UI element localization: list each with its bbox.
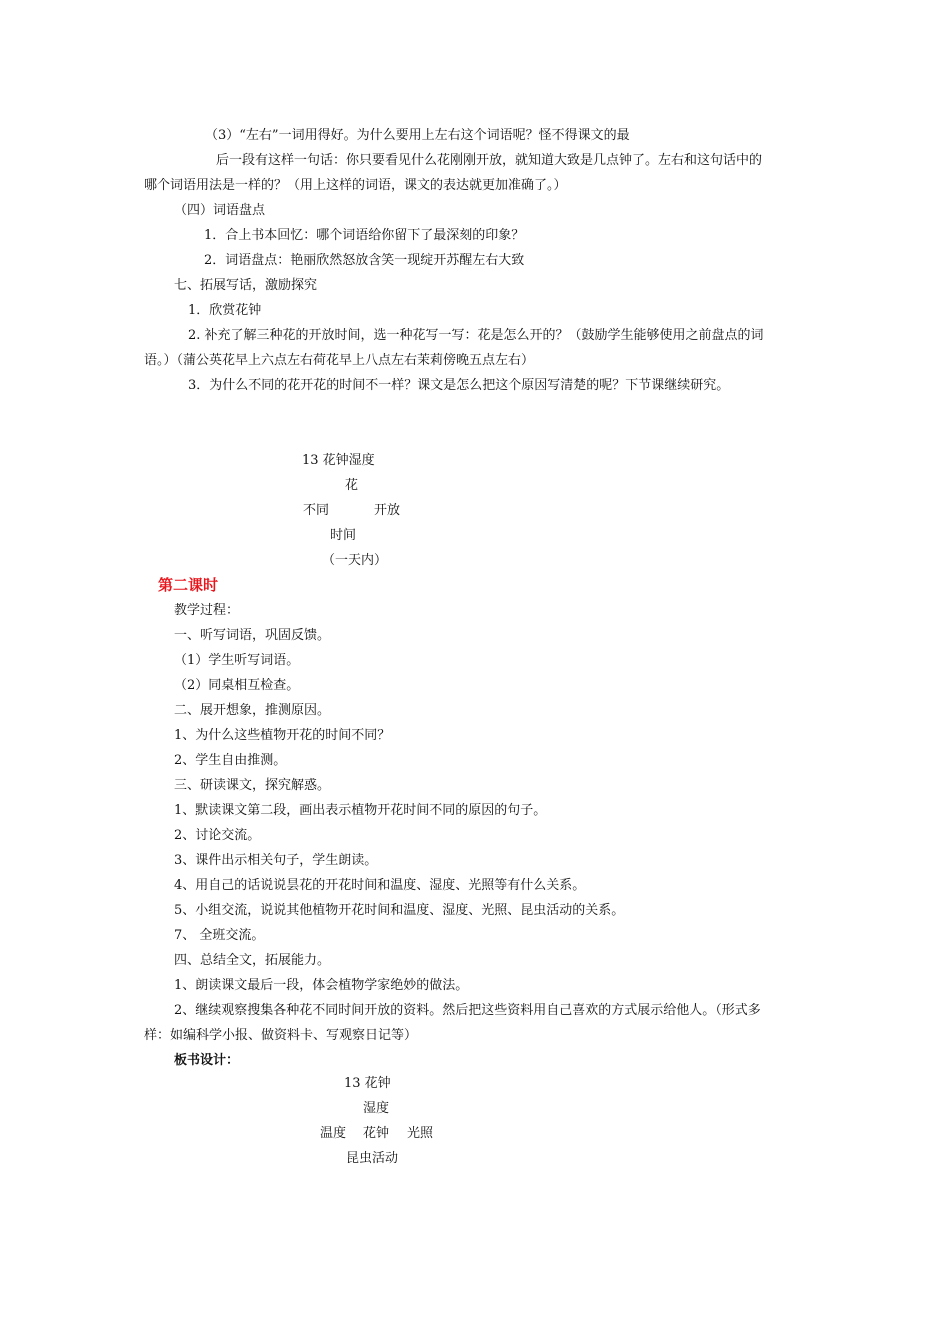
board2-temperature: 温度 [320, 1126, 347, 1141]
board2-light: 光照 [407, 1126, 434, 1141]
item3-line3: 哪个词语用法是一样的？（用上这样的词语，课文的表达就更加准确了。） [144, 178, 567, 193]
board1-flower: 花 [345, 478, 359, 493]
p3-item3: 3、课件出示相关句子，学生朗读。 [174, 853, 378, 868]
p2-item1: 1、为什么这些植物开花的时间不同？ [174, 728, 391, 743]
board1-time: 时间 [330, 528, 357, 543]
sub4-item2: 2．词语盘点：艳丽欣然怒放含笑一现绽开苏醒左右大致 [204, 253, 525, 268]
sub4-title: （四）词语盘点 [174, 203, 266, 218]
lesson2-heading: 第二课时 [158, 576, 219, 594]
board1-within-day: （一天内） [322, 553, 388, 568]
part7-title: 七、拓展写话，激励探究 [174, 278, 318, 293]
part7-item2-line1: 2. 补充了解三种花的开放时间，选一种花写一写：花是怎么开的？（鼓励学生能够使用之前盘点的词 [188, 328, 764, 343]
board1-different: 不同 [303, 503, 330, 518]
p3-item7: 7、 全班交流。 [174, 928, 265, 943]
p4-item2-line2: 样：如编科学小报、做资料卡、写观察日记等） [144, 1028, 418, 1043]
p3-item1: 1、默读课文第二段，画出表示植物开花时间不同的原因的句子。 [174, 803, 547, 818]
board-design-title: 板书设计： [174, 1053, 240, 1068]
board2-insects: 昆虫活动 [346, 1151, 399, 1166]
p4-item1: 1、朗读课文最后一段，体会植物学家绝妙的做法。 [174, 978, 469, 993]
part7-item2-line2: 语。）（蒲公英花早上六点左右荷花早上八点左右茉莉傍晚五点左右） [144, 353, 535, 368]
sub4-item1: 1．合上书本回忆：哪个词语给你留下了最深刻的印象？ [204, 228, 525, 243]
part7-item1: 1．欣赏花钟 [188, 303, 262, 318]
p3-item4: 4、用自己的话说说昙花的开花时间和温度、湿度、光照等有什么关系。 [174, 878, 586, 893]
item3-line1: （3）“左右”一词用得好。为什么要用上左右这个词语呢？怪不得课文的最 [205, 128, 630, 143]
p3-item2: 2、讨论交流。 [174, 828, 261, 843]
board1-title: 13 花钟湿度 [302, 453, 375, 468]
item3-line2: 后一段有这样一句话：你只要看见什么花刚刚开放，就知道大致是几点钟了。左右和这句话中的 [216, 153, 763, 168]
p1-item2: （2）同桌相互检查。 [174, 678, 300, 693]
p1-item1: （1）学生听写词语。 [174, 653, 300, 668]
p3-item5: 5、小组交流，说说其他植物开花时间和温度、湿度、光照、昆虫活动的关系。 [174, 903, 625, 918]
board2-center: 花钟 [363, 1126, 390, 1141]
process-title: 教学过程： [174, 603, 240, 618]
p2-item2: 2、学生自由推测。 [174, 753, 287, 768]
board2-title: 13 花钟 [344, 1076, 391, 1091]
p2-title: 二、展开想象，推测原因。 [174, 703, 331, 718]
p1-title: 一、听写词语，巩固反馈。 [174, 628, 331, 643]
p4-title: 四、总结全文，拓展能力。 [174, 953, 331, 968]
board1-open: 开放 [374, 503, 401, 518]
p4-item2-line1: 2、继续观察搜集各种花不同时间开放的资料。然后把这些资料用自己喜欢的方式展示给他人。（形式多 [174, 1003, 761, 1018]
part7-item3: 3．为什么不同的花开花的时间不一样？课文是怎么把这个原因写清楚的呢？下节课继续研究。 [188, 378, 730, 393]
p3-title: 三、研读课文，探究解惑。 [174, 778, 331, 793]
board2-humidity: 湿度 [363, 1101, 390, 1116]
